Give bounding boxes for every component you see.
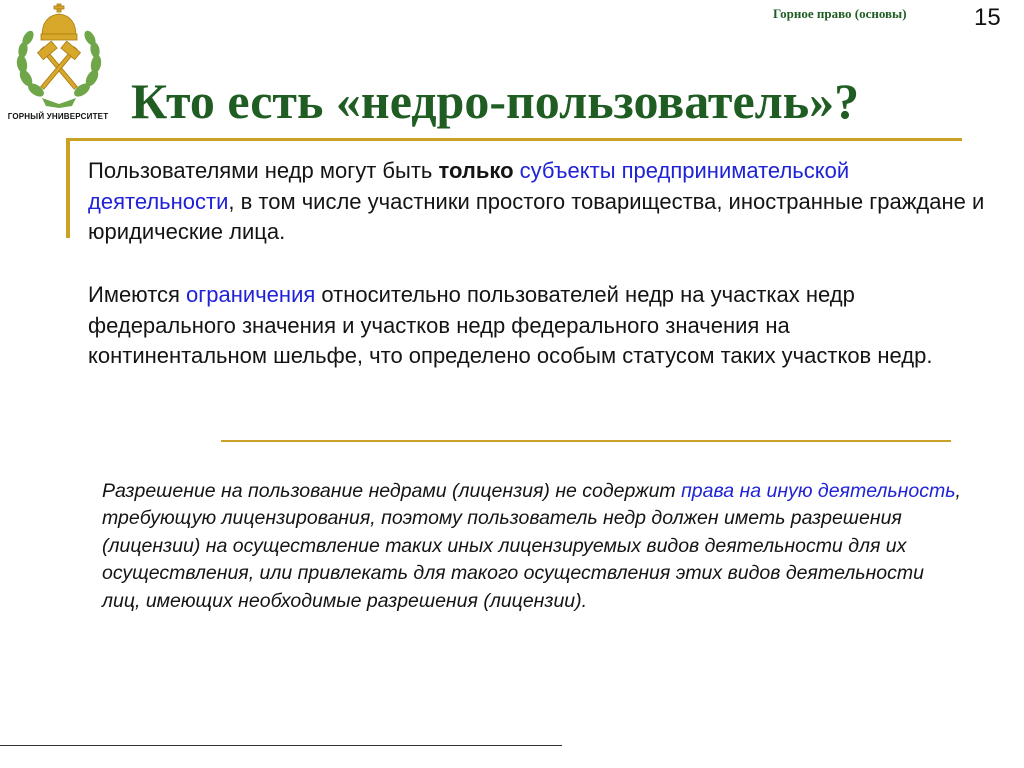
paragraph-subsoil-users: Пользователями недр могут быть только субъекты предпринимательской деятельности, в том числе участники простого товарищества, иностранные граждане и юридические лица. [88, 158, 985, 244]
title-side-rule [66, 138, 70, 238]
course-title: Горное право (основы) [773, 6, 907, 21]
footer-rule [0, 745, 562, 746]
slide-title: Кто есть «недро-пользователь»? [131, 73, 860, 129]
title-underline-rule [66, 138, 962, 141]
section-divider [221, 440, 951, 442]
license-note: Разрешение на пользование недрами (лицензия) не содержит права на иную деятельность, требующую лицензирования, поэтому пользователь недр должен иметь разрешения (лицензии) на осуществление таких иных лицензируемых видов деятельности для их осуществления, или привлекать для такого осуществления этих видов деятельности лиц, имеющих необходимые разрешения (лицензии). [102, 480, 961, 612]
logo-caption: ГОРНЫЙ УНИВЕРСИТЕТ [7, 112, 109, 121]
paragraph-restrictions: Имеются ограничения относительно пользователей недр на участках недр федерального значения и участков недр федерального значения на континентальном шельфе, что определено особым статусом таких участков недр. [88, 282, 933, 368]
emphasis-only: только [438, 158, 514, 183]
page-number: 15 [974, 4, 1001, 31]
university-logo [6, 2, 110, 124]
highlight-restrictions: ограничения [186, 282, 316, 307]
crowned-crossed-hammers-emblem-icon [14, 2, 104, 110]
highlight-entrepreneurs: субъекты предпринимательской деятельности [88, 158, 850, 214]
highlight-other-activity-rights: права на иную деятельность [681, 480, 956, 502]
